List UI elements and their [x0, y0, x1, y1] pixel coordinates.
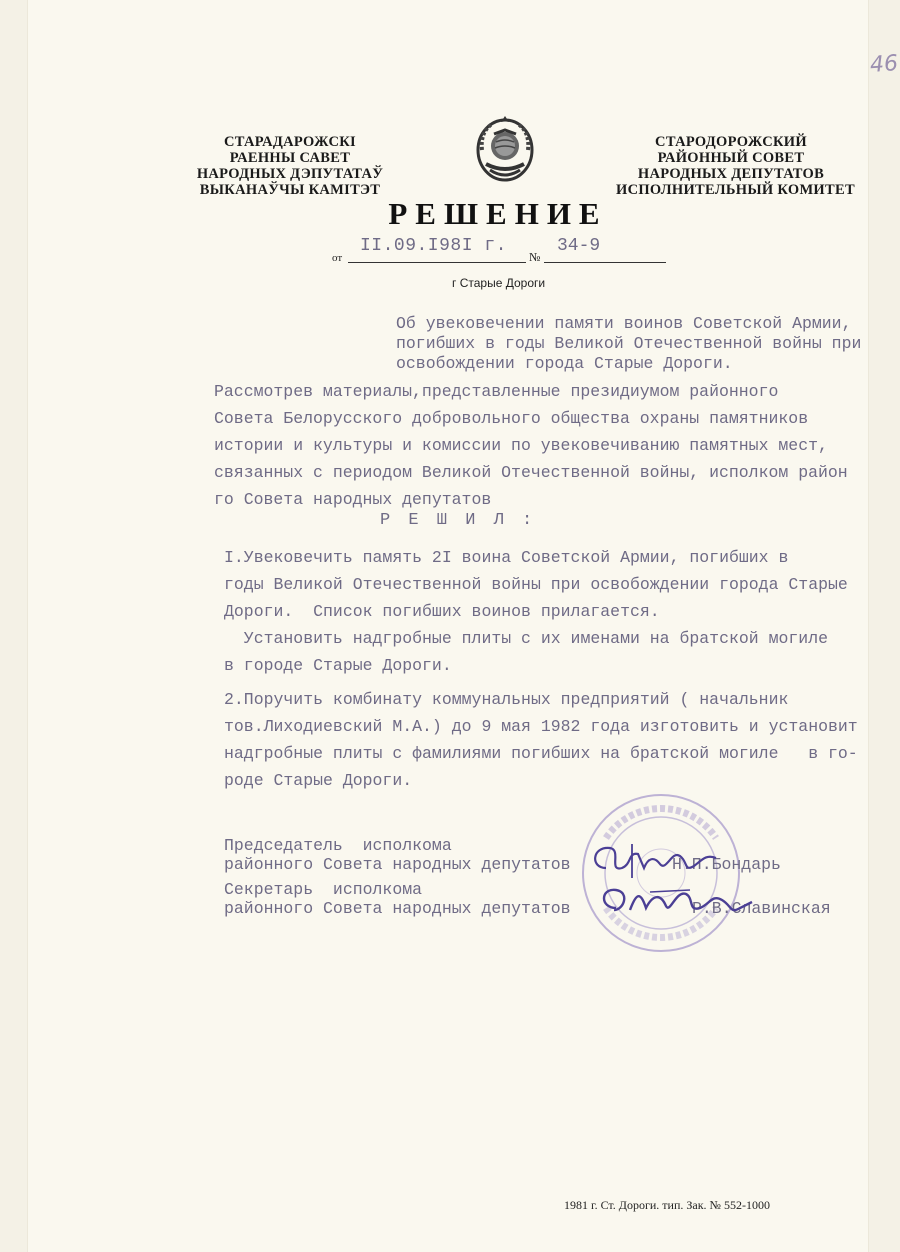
header-russian [616, 134, 855, 198]
decision-number: 34-9 [557, 236, 601, 256]
state-emblem-icon [472, 112, 538, 184]
document-title: РЕШЕНИЕ [388, 196, 608, 231]
header-left-line: ВЫКАНАЎЧЫ КАМІТЭТ [199, 182, 381, 198]
secretary-title: Секретарь исполкома районного Совета народных депутатов [224, 880, 571, 918]
header-belarusian [190, 134, 390, 198]
preamble-text: Рассмотрев материалы,представленные президиумом районного Совета Белорусского добровольного общества охраны памятников истории и культуры и комиссии по увековечиванию памятных мест, связанных с периодом Великой Отечественной войны, исполком район го Совета народных депутатов [214, 382, 848, 509]
header-left-line: НАРОДНЫХ ДЭПУТАТАЎ [196, 166, 384, 182]
secretary-name: Р.В.Славинская [692, 899, 831, 918]
decided-heading: Р Е Ш И Л : [380, 511, 537, 530]
date-underline [348, 262, 526, 263]
document-page [28, 0, 899, 1252]
header-right-line: СТАРОДОРОЖСКИЙ [655, 134, 807, 150]
decision-item-2: 2.Поручить комбинату коммунальных предприятий ( начальник тов.Лиходиевский М.А.) до 9 мая 1982 года изготовить и установит надгробные плиты с фамилиями погибших на братской могиле в го- роде Старые Дороги. [224, 690, 858, 790]
printing-footer: 1981 г. Ст. Дороги. тип. Зак. № 552-1000 [564, 1198, 770, 1212]
header-right-line: ИСПОЛНИТЕЛЬНЫЙ КОМИТЕТ [616, 182, 855, 198]
chairman-name: Н.П.Бондарь [672, 855, 781, 874]
chairman-title: Председатель исполкома районного Совета народных депутатов [224, 836, 571, 874]
number-prefix: № [529, 250, 541, 264]
number-underline [544, 262, 666, 263]
date-number-line [332, 236, 672, 266]
header-left-line: РАЕННЫ САВЕТ [229, 150, 351, 166]
date-value: II.09.I98I г. [360, 236, 507, 256]
header-right-line: РАЙОННЫЙ СОВЕТ [657, 150, 805, 166]
decision-item-1: I.Увековечить память 2I воина Советской Армии, погибших в годы Великой Отечественной войны при освобождении города Старые Дороги. Список погибших воинов прилагается. Установить надгробные плиты с их именами на братской могиле в городе Старые Дороги. [224, 548, 848, 675]
header-left-line: СТАРАДАРОЖСКІ [223, 134, 356, 150]
header-right-line: НАРОДНЫХ ДЕПУТАТОВ [637, 166, 825, 182]
page-number: 46 [869, 51, 899, 78]
secretary-signature [590, 880, 760, 930]
date-prefix: от [332, 252, 343, 264]
place-of-issue: г Старые Дороги [452, 276, 546, 290]
subject-text: Об увековечении памяти воинов Советской Армии, погибших в годы Великой Отечественной войны при освобождении города Старые Дороги. [396, 314, 862, 373]
